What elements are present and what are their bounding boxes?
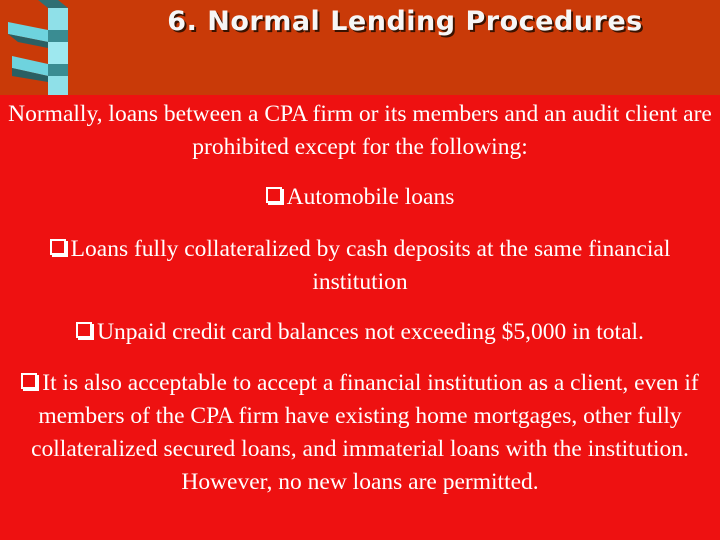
checkbox-bullet-icon (50, 239, 66, 255)
bullet-item (8, 181, 712, 214)
slide-body (0, 98, 720, 499)
title-bar (0, 0, 720, 95)
checkbox-bullet-icon (76, 322, 92, 338)
bullet-text: Loans fully collateralized by cash deposits at the same financial institution (70, 236, 671, 295)
bullet-item (8, 367, 712, 499)
bullet-item (8, 316, 712, 349)
bullet-text: Unpaid credit card balances not exceeding $5,000 in total. (97, 319, 644, 345)
intro-paragraph: Normally, loans between a CPA firm or its members and an audit client are prohibited except for the following: (8, 101, 712, 160)
bullet-text: It is also acceptable to accept a financial institution as a client, even if members of the CPA firm have existing home mortgages, other fully collateralized secured loans, and immaterial loans with the institution. However, no new loans are permitted. (31, 370, 699, 495)
checkbox-bullet-icon (21, 373, 37, 389)
ribbon-logo-icon (0, 0, 90, 95)
bullet-item (8, 233, 712, 299)
bullet-text: Automobile loans (286, 184, 455, 210)
checkbox-bullet-icon (266, 187, 282, 203)
slide-title: 6. Normal Lending Procedures (167, 6, 643, 37)
